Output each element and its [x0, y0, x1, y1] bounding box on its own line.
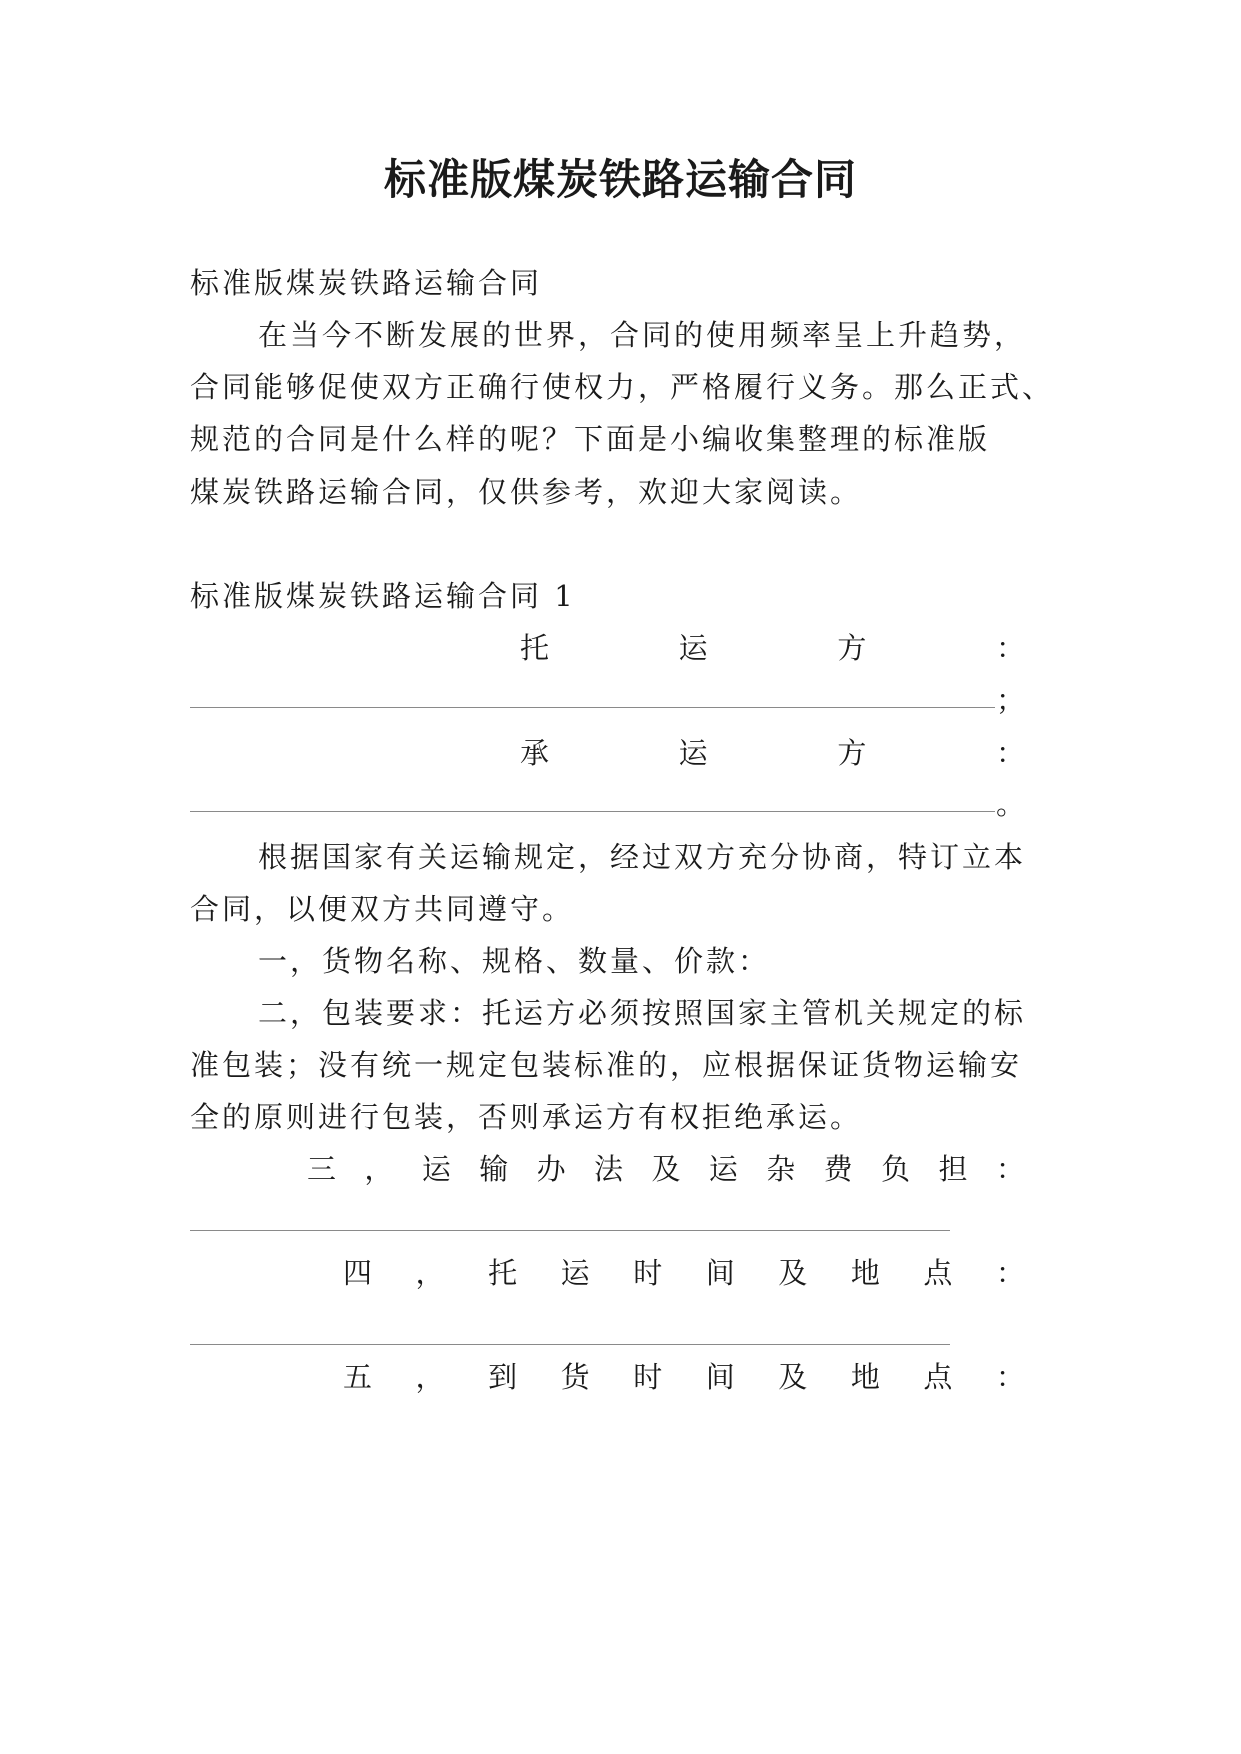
- carrier-label-char: 方: [837, 736, 867, 770]
- carrier-label-char: 运: [678, 736, 708, 770]
- clause-4-char: 四: [343, 1256, 373, 1290]
- basis-line-1: 根据国家有关运输规定，经过双方充分协商，特订立本: [258, 840, 1027, 874]
- clause-5-char: 及: [778, 1360, 808, 1394]
- clause-3-char: 负: [881, 1152, 911, 1186]
- clause-5-char: 时: [633, 1360, 663, 1394]
- clause-2-line-1: 二，包装要求：托运方必须按照国家主管机关规定的标: [258, 996, 1027, 1030]
- clause-5-char: 到: [488, 1360, 518, 1394]
- clause-4-blank-line: [190, 1344, 950, 1345]
- clause-5-char: 点: [923, 1360, 953, 1394]
- basis-line-2: 合同，以便双方共同遵守。: [190, 892, 575, 926]
- clause-3-char: ，: [364, 1152, 394, 1186]
- shipper-label-char: 运: [678, 631, 708, 665]
- clause-4-char: 点: [923, 1256, 953, 1290]
- clause-5-char: 五: [343, 1360, 373, 1394]
- intro-line-3: 规范的合同是什么样的呢？下面是小编收集整理的标准版: [190, 422, 991, 456]
- carrier-blank-end: 。: [996, 787, 1026, 821]
- clause-3-blank-line: [190, 1230, 950, 1231]
- carrier-label: [520, 733, 1025, 773]
- clause-4-char: 运: [560, 1256, 590, 1290]
- clause-3-char: 担: [938, 1152, 968, 1186]
- clause-3-char: ：: [995, 1152, 1025, 1186]
- clause-4-char: 间: [705, 1256, 735, 1290]
- clause-4-char: 托: [488, 1256, 518, 1290]
- clause-5-char: ：: [995, 1360, 1025, 1394]
- clause-4-char: 及: [778, 1256, 808, 1290]
- shipper-label-char: ：: [995, 631, 1025, 665]
- clause-3-char: 运: [421, 1152, 451, 1186]
- clause-3-char: 运: [708, 1152, 738, 1186]
- clause-2-line-3: 全的原则进行包装，否则承运方有权拒绝承运。: [190, 1100, 863, 1134]
- clause-3-char: 办: [536, 1152, 566, 1186]
- clause-5-char: ，: [415, 1360, 445, 1394]
- clause-4-char: ：: [995, 1256, 1025, 1290]
- clause-3-char: 三: [307, 1152, 337, 1186]
- clause-5-char: 间: [705, 1360, 735, 1394]
- carrier-label-char: 承: [520, 736, 550, 770]
- document-subtitle: 标准版煤炭铁路运输合同: [190, 266, 543, 300]
- clause-3-char: 法: [594, 1152, 624, 1186]
- section-heading: 标准版煤炭铁路运输合同 1: [190, 579, 576, 613]
- clause-2-line-2: 准包装；没有统一规定包装标准的，应根据保证货物运输安: [190, 1048, 1023, 1082]
- document-title: 标准版煤炭铁路运输合同: [383, 155, 857, 204]
- shipper-blank-line: [190, 707, 995, 708]
- clause-3-char: 费: [823, 1152, 853, 1186]
- clause-5: [343, 1357, 1025, 1397]
- carrier-label-char: ：: [995, 736, 1025, 770]
- intro-line-2: 合同能够促使双方正确行使权力，严格履行义务。那么正式、: [190, 370, 1055, 404]
- shipper-label-char: 方: [837, 631, 867, 665]
- clause-3: [307, 1149, 1025, 1189]
- clause-5-char: 货: [560, 1360, 590, 1394]
- clause-3-char: 及: [651, 1152, 681, 1186]
- clause-3-char: 输: [479, 1152, 509, 1186]
- clause-4-char: 时: [633, 1256, 663, 1290]
- clause-1: 一，货物名称、规格、数量、价款：: [258, 944, 771, 978]
- shipper-blank-end: ；: [996, 683, 1026, 717]
- carrier-blank-line: [190, 811, 995, 812]
- clause-4-char: ，: [415, 1256, 445, 1290]
- clause-5-char: 地: [850, 1360, 880, 1394]
- shipper-label-char: 托: [520, 631, 550, 665]
- clause-4-char: 地: [850, 1256, 880, 1290]
- intro-line-4: 煤炭铁路运输合同，仅供参考，欢迎大家阅读。: [190, 475, 863, 509]
- clause-3-char: 杂: [766, 1152, 796, 1186]
- shipper-label: [520, 628, 1025, 668]
- clause-4: [343, 1253, 1025, 1293]
- intro-line-1: 在当今不断发展的世界，合同的使用频率呈上升趋势，: [258, 318, 1027, 352]
